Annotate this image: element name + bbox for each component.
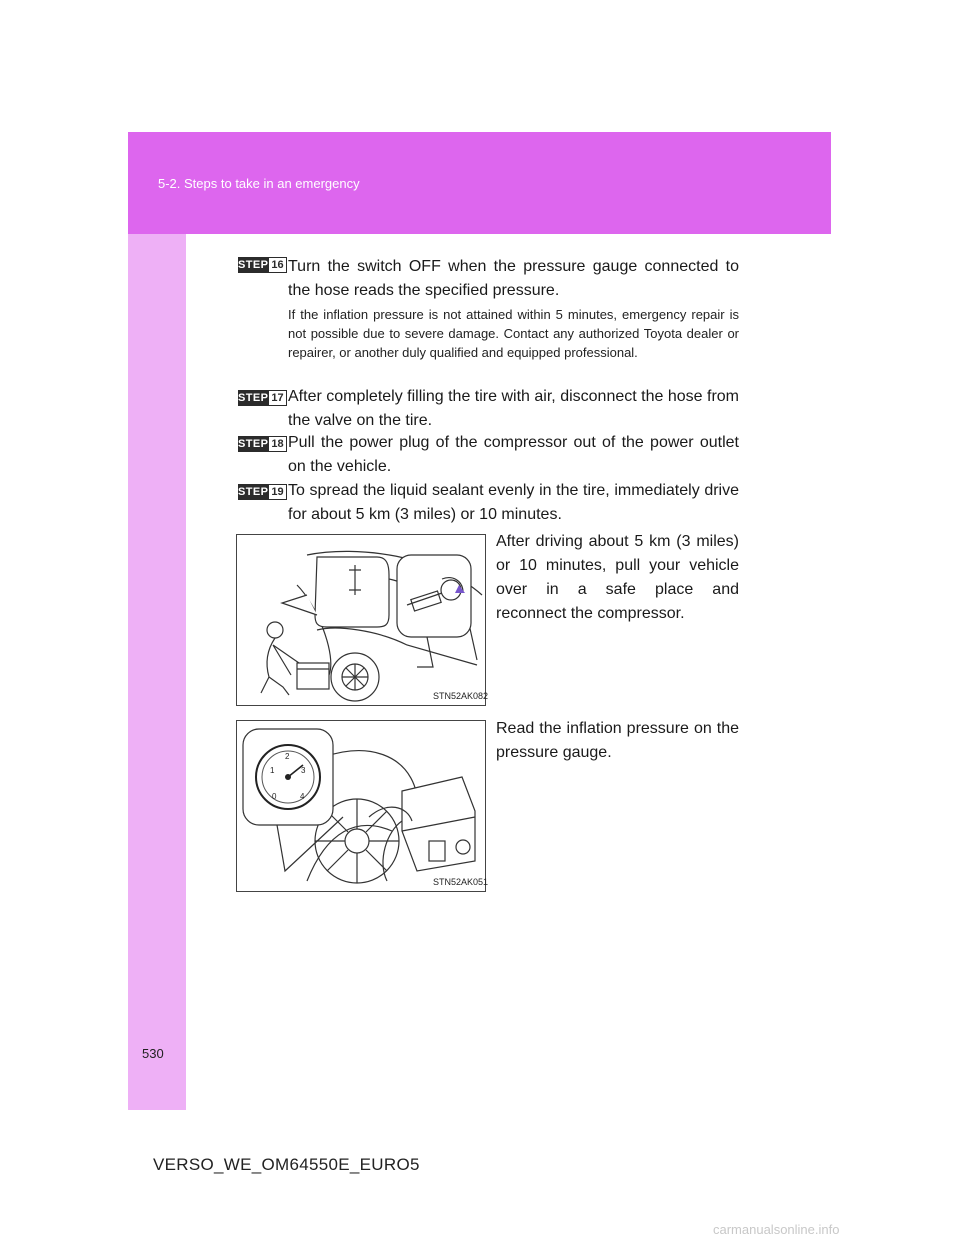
step-badge-number: 16 <box>268 257 287 273</box>
step-badge-number: 19 <box>268 484 287 500</box>
figure-compressor-reconnect <box>236 534 489 706</box>
step-badge-number: 17 <box>268 390 287 406</box>
page-number: 530 <box>142 1046 164 1061</box>
step-badge-16 <box>238 257 286 273</box>
step-badge-word: STEP <box>238 486 269 498</box>
step-17-text: After completely filling the tire with air, disconnect the hose from the valve on the tire. <box>288 388 739 429</box>
step-badge-18 <box>238 436 286 452</box>
step-19-text: To spread the liquid sealant evenly in the tire, immediately drive for about 5 km (3 miles) or 10 minutes. <box>288 482 739 523</box>
figure-code-label: STN52AK082 <box>433 691 489 701</box>
step-badge-19 <box>238 484 286 500</box>
step-badge-number: 18 <box>268 436 287 452</box>
step-badge-17 <box>238 390 286 406</box>
pressure-gauge-illustration <box>237 721 485 891</box>
gauge-number: 0 <box>272 792 277 801</box>
step-16-text: Turn the switch OFF when the pressure gauge connected to the hose reads the specified pressure. <box>288 258 739 299</box>
step-18-text: Pull the power plug of the compressor out of the power outlet on the vehicle. <box>288 434 739 475</box>
gauge-number: 4 <box>300 792 305 801</box>
gauge-number: 2 <box>285 752 290 761</box>
side-strip <box>128 234 186 1110</box>
document-code: VERSO_WE_OM64550E_EURO5 <box>153 1155 420 1174</box>
gauge-number: 3 <box>301 766 306 775</box>
car-compressor-illustration <box>237 535 485 705</box>
step-16-note: If the inflation pressure is not attained within 5 minutes, emergency repair is not possible due to severe damage. Contact any authorized Toyota dealer or repairer, or another duly qualified and equipped professional. <box>288 307 739 360</box>
step-badge-word: STEP <box>238 392 269 404</box>
figure-pressure-gauge <box>236 720 489 892</box>
section-title: 5-2. Steps to take in an emergency <box>158 176 360 191</box>
watermark: carmanualsonline.info <box>713 1222 840 1237</box>
step-badge-word: STEP <box>238 259 269 271</box>
step-20-text: After driving about 5 km (3 miles) or 10 minutes, pull your vehicle over in a safe place and reconnect the compressor. <box>496 533 739 622</box>
figure-code-label: STN52AK051 <box>433 877 489 887</box>
step-badge-word: STEP <box>238 438 269 450</box>
gauge-number: 1 <box>270 766 275 775</box>
step-21-text: Read the inflation pressure on the pressure gauge. <box>496 720 739 761</box>
